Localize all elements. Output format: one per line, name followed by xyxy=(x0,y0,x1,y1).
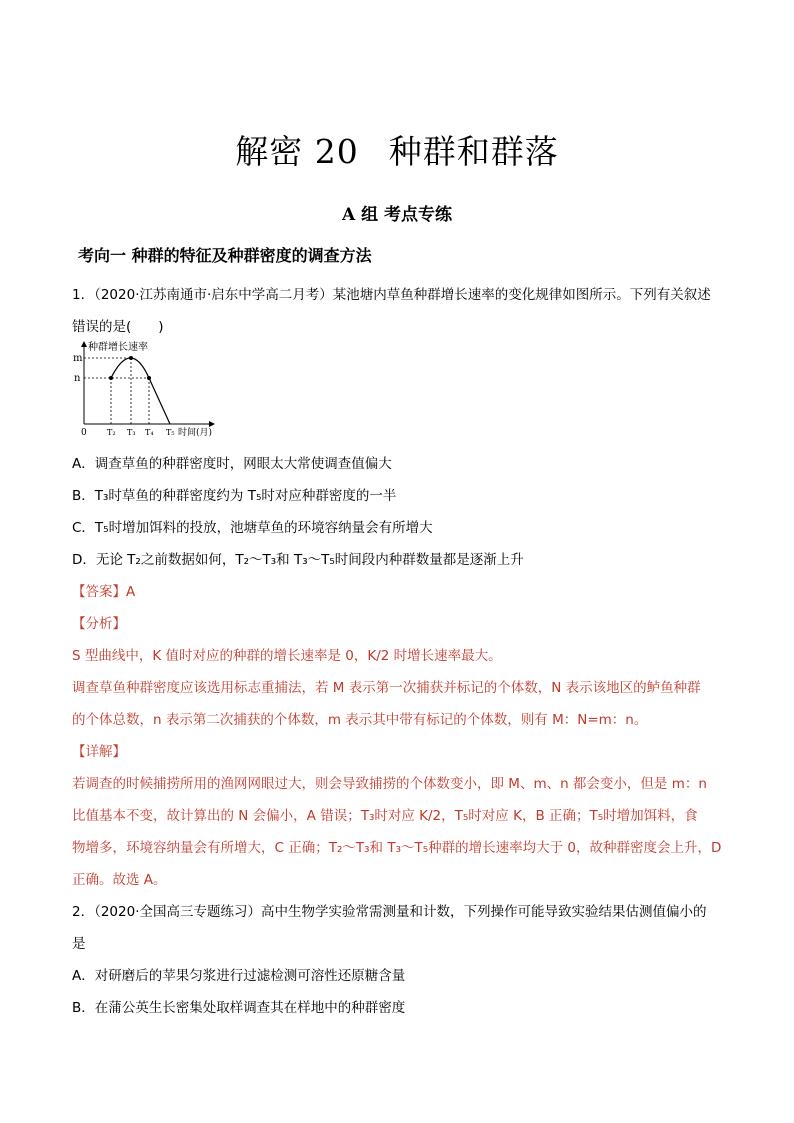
q1-answer: 【答案】A xyxy=(72,584,136,600)
q1-detail-line3: 物增多，环境容纳量会有所增大，C 正确；T₂～T₃和 T₃～T₅种群的增长速率均大于 0，故种群密度会上升，D xyxy=(72,840,722,856)
page-title xyxy=(0,126,794,173)
t3-point xyxy=(129,356,133,360)
q1-stem-line2: 错误的是( ) xyxy=(72,319,164,335)
title-topic: 种群和群落 xyxy=(388,132,559,171)
q1-detail-line4: 正确。故选 A。 xyxy=(72,872,167,888)
x-tick-t4: T₄ xyxy=(145,428,154,437)
origin-label: 0 xyxy=(81,428,87,438)
group-title: A 组 考点专练 xyxy=(341,205,453,225)
x-tick-t3: T₃ xyxy=(127,428,136,437)
q1-analysis-tag: 【分析】 xyxy=(72,616,126,632)
q1-option-a: A．调查草鱼的种群密度时，网眼太大常使调查值偏大 xyxy=(72,456,392,472)
x-tick-t5: T₅ xyxy=(166,428,175,437)
t2-point xyxy=(109,376,113,380)
q1-analysis-line3: 的个体总数，n 表示第二次捕获的个体数，m 表示其中带有标记的个体数，则有 M：N=m：n。 xyxy=(72,712,648,728)
growth-rate-curve xyxy=(111,358,170,424)
q1-detail-line2: 比值基本不变，故计算出的 N 会偏小，A 错误；T₃时对应 K/2，T₅时对应 K，B 正确；T₅时增加饵料，食 xyxy=(72,808,698,824)
title-number: 解密 20 xyxy=(235,132,359,171)
q2-stem-line1: 2．（2020·全国高三专题练习）高中生物学实验常需测量和计数，下列操作可能导致实验结果估测值偏小的 xyxy=(72,904,707,920)
y-tick-n: n xyxy=(74,373,81,384)
q1-analysis-line1: S 型曲线中，K 值时对应的种群的增长速率是 0，K/2 时增长速率最大。 xyxy=(72,648,502,664)
x-tick-t2: T₂ xyxy=(107,428,116,437)
y-axis-label: 种群增长速率 xyxy=(88,342,148,353)
y-tick-m: m xyxy=(73,353,83,364)
q1-detail-line1: 若调查的时候捕捞所用的渔网网眼过大，则会导致捕捞的个体数变小，即 M、m、n 都会变小，但是 m：n xyxy=(72,776,707,792)
q1-detail-tag: 【详解】 xyxy=(72,744,126,760)
q1-stem-line1: 1．（2020·江苏南通市·启东中学高二月考）某池塘内草鱼种群增长速率的变化规律如图所示。下列有关叙述 xyxy=(72,287,711,303)
q2-option-b: B．在蒲公英生长密集处取样调查其在样地中的种群密度 xyxy=(72,1000,406,1016)
q1-analysis-line2: 调查草鱼种群密度应该选用标志重捕法，若 M 表示第一次捕获并标记的个体数，N 表示该地区的鲈鱼种群 xyxy=(72,680,701,696)
q2-option-a: A．对研磨后的苹果匀浆进行过滤检测可溶性还原糖含量 xyxy=(72,968,406,984)
section-title: 考向一 种群的特征及种群密度的调查方法 xyxy=(78,246,372,265)
t4-point xyxy=(147,376,151,380)
q2-stem-line2: 是 xyxy=(72,936,86,952)
q1-option-b: B．T₃时草鱼的种群密度约为 T₅时对应种群密度的一半 xyxy=(72,488,397,504)
q1-option-c: C．T₅时增加饵料的投放，池塘草鱼的环境容纳量会有所增大 xyxy=(72,520,433,536)
growth-rate-graph xyxy=(72,338,232,440)
q1-option-d: D．无论 T₂之前数据如何，T₂～T₃和 T₃～T₅时间段内种群数量都是逐渐上升 xyxy=(72,552,524,568)
x-axis-label: 时间(月) xyxy=(178,428,213,438)
